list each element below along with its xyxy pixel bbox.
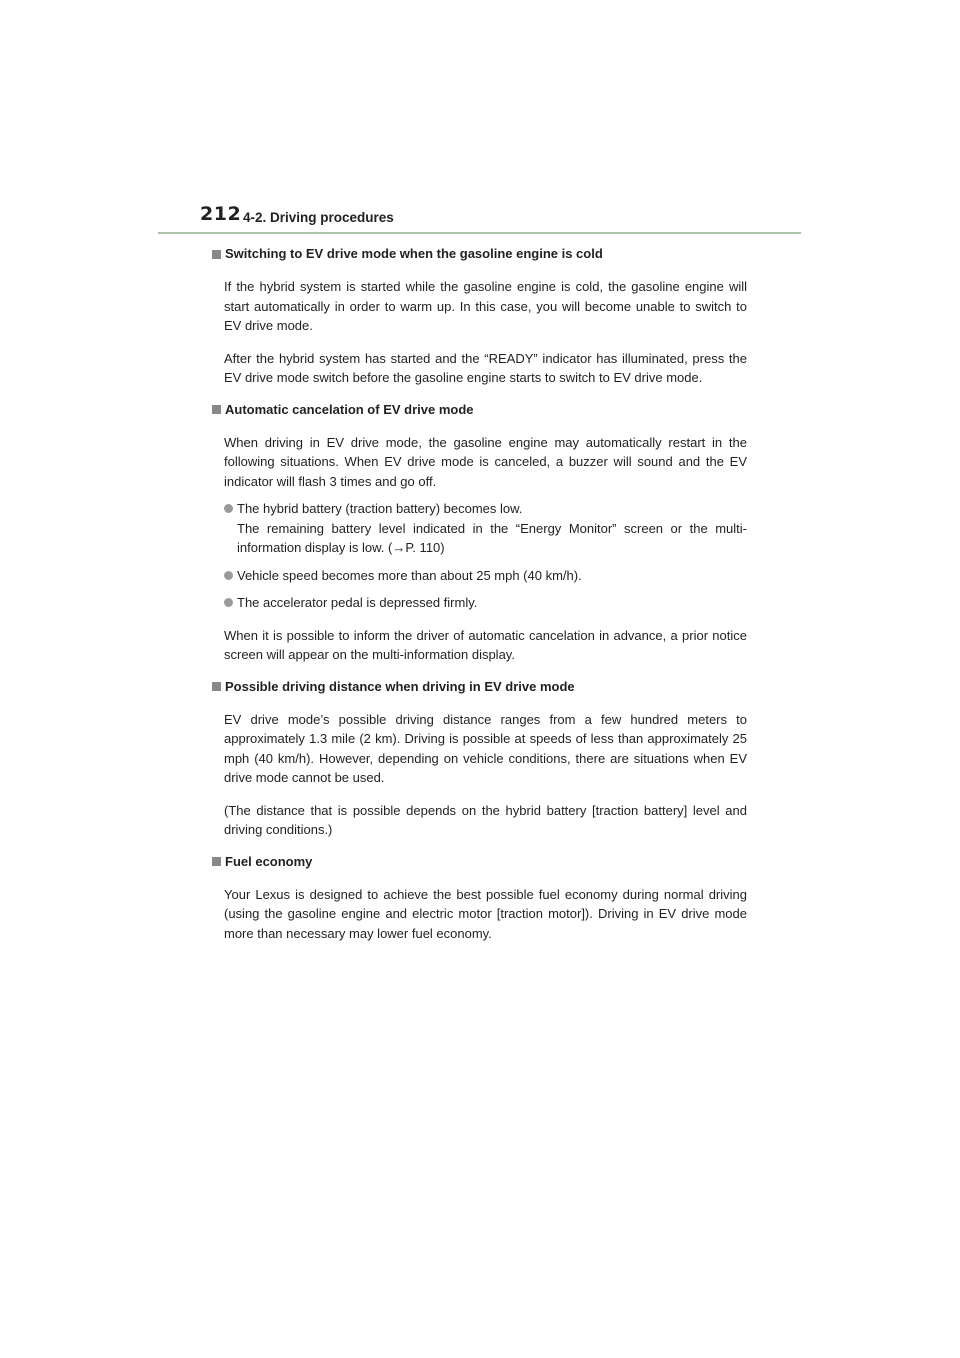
section-heading — [212, 852, 747, 872]
list-item — [224, 566, 747, 586]
round-bullet-icon — [224, 598, 233, 607]
header-divider — [158, 232, 801, 234]
square-bullet-icon — [212, 405, 221, 414]
square-bullet-icon — [212, 682, 221, 691]
section-heading — [212, 677, 747, 697]
list-item-subtext: The remaining battery level indicated in the “Energy Monitor” screen or the multi-information display is low. (→P. 110) — [237, 520, 747, 555]
page-number: 212 — [200, 203, 242, 225]
section-ev-cold-engine — [212, 244, 747, 388]
square-bullet-icon — [212, 857, 221, 866]
section-auto-cancelation — [212, 400, 747, 665]
list-item-text: The accelerator pedal is depressed firmly. — [237, 595, 478, 610]
page-header — [200, 203, 800, 233]
paragraph: If the hybrid system is started while the gasoline engine is cold, the gasoline engine will start automatically in order to warm up. In this case, you will become unable to switch to EV drive mode. — [224, 279, 747, 333]
list-item — [224, 593, 747, 613]
paragraph: (The distance that is possible depends on the hybrid battery [traction battery] level and driving conditions.) — [224, 802, 747, 837]
list-item — [224, 499, 747, 558]
section-driving-distance — [212, 677, 747, 840]
page-content — [212, 244, 747, 955]
section-heading-text: Fuel economy — [225, 853, 313, 869]
paragraph: When driving in EV drive mode, the gasoline engine may automatically restart in the following situations. When EV drive mode is canceled, a buzzer will sound and the EV indicator will flash 3 times and go off. — [224, 434, 747, 489]
list-item-text: The hybrid battery (traction battery) becomes low. — [237, 501, 523, 516]
section-heading-text: Automatic cancelation of EV drive mode — [225, 401, 474, 417]
section-heading — [212, 244, 747, 264]
square-bullet-icon — [212, 250, 221, 259]
section-heading-text: Possible driving distance when driving in EV drive mode — [225, 678, 575, 694]
paragraph: Your Lexus is designed to achieve the best possible fuel economy during normal driving (using the gasoline engine and electric motor [traction motor]). Driving in EV drive mode more than necessary may lower fuel economy. — [224, 886, 747, 941]
section-title: 4-2. Driving procedures — [243, 210, 394, 225]
section-heading — [212, 400, 747, 420]
round-bullet-icon — [224, 504, 233, 513]
section-fuel-economy — [212, 852, 747, 944]
paragraph: When it is possible to inform the driver of automatic cancelation in advance, a prior notice screen will appear on the multi-information display. — [224, 627, 747, 662]
list-item-text: Vehicle speed becomes more than about 25 mph (40 km/h). — [237, 567, 582, 583]
section-heading-text: Switching to EV drive mode when the gasoline engine is cold — [225, 246, 603, 261]
paragraph: EV drive mode’s possible driving distance ranges from a few hundred meters to approximately 1.3 mile (2 km). Driving is possible at speeds of less than approximately 25 mph (40 km/h). However, depending on vehicle conditions, there are situations when EV drive mode cannot be used. — [224, 711, 747, 785]
paragraph: After the hybrid system has started and the “READY” indicator has illuminated, press the EV drive mode switch before the gasoline engine starts to switch to EV drive mode. — [224, 350, 747, 385]
round-bullet-icon — [224, 571, 233, 580]
